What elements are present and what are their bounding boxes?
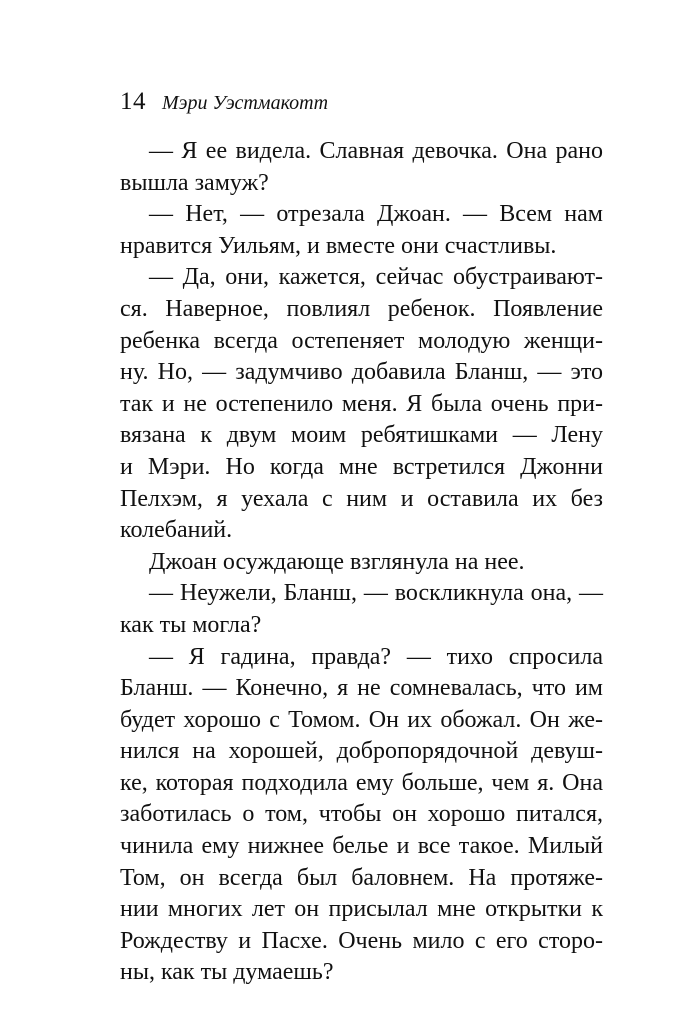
- text-line: Рождеству и Пасхе. Очень мило с его сторо-: [120, 927, 603, 954]
- text-line: Бланш. — Конечно, я не сомневалась, что им: [120, 675, 603, 702]
- text-line: ны, как ты думаешь?: [120, 959, 334, 986]
- text-line: колебаний.: [120, 517, 233, 544]
- page-number: 14: [120, 88, 146, 115]
- text-line: Пелхэм, я уехала с ним и оставила их без: [120, 485, 603, 512]
- text-line: Джоан осуждающе взглянула на нее.: [149, 548, 525, 575]
- text-line: — Я ее видела. Славная девочка. Она рано: [149, 138, 603, 164]
- text-line: Том, он всегда был баловнем. На протяже-: [120, 864, 603, 891]
- text-line: нился на хорошей, добропорядочной девуш-: [120, 738, 603, 765]
- text-line: чинила ему нижнее белье и все такое. Милый: [120, 833, 603, 860]
- text-line: — Нет, — отрезала Джоан. — Всем нам: [149, 201, 603, 228]
- text-line: — Я гадина, правда? — тихо спросила: [149, 643, 603, 670]
- text-line: ке, которая подходила ему больше, чем я. Она: [120, 769, 603, 796]
- text-line: будет хорошо с Томом. Он их обожал. Он же-: [120, 706, 603, 733]
- text-line: так и не остепенило меня. Я была очень при-: [120, 390, 603, 417]
- running-title: Мэри Уэстмакотт: [162, 92, 329, 114]
- text-line: ну. Но, — задумчиво добавила Бланш, — это: [120, 359, 603, 386]
- page-header: [120, 88, 328, 122]
- text-line: ребенка всегда остепеняет молодую женщи-: [120, 327, 603, 354]
- text-line: нии многих лет он присылал мне открытки к: [120, 896, 603, 923]
- text-line: нравится Уильям, и вместе они счастливы.: [120, 232, 557, 259]
- text-line: как ты могла?: [120, 611, 262, 638]
- text-line: вышла замуж?: [120, 169, 269, 196]
- text-line: и Мэри. Но когда мне встретился Джонни: [120, 453, 603, 480]
- text-line: ся. Наверное, повлиял ребенок. Появление: [120, 295, 603, 322]
- text-line: вязана к двум моим ребятишками — Лену: [120, 422, 603, 449]
- body-text: [120, 136, 603, 989]
- text-line: — Да, они, кажется, сейчас обустраивают-: [149, 264, 603, 291]
- text-line: — Неужели, Бланш, — воскликнула она, —: [149, 580, 603, 607]
- text-line: заботилась о том, чтобы он хорошо питался,: [120, 801, 603, 828]
